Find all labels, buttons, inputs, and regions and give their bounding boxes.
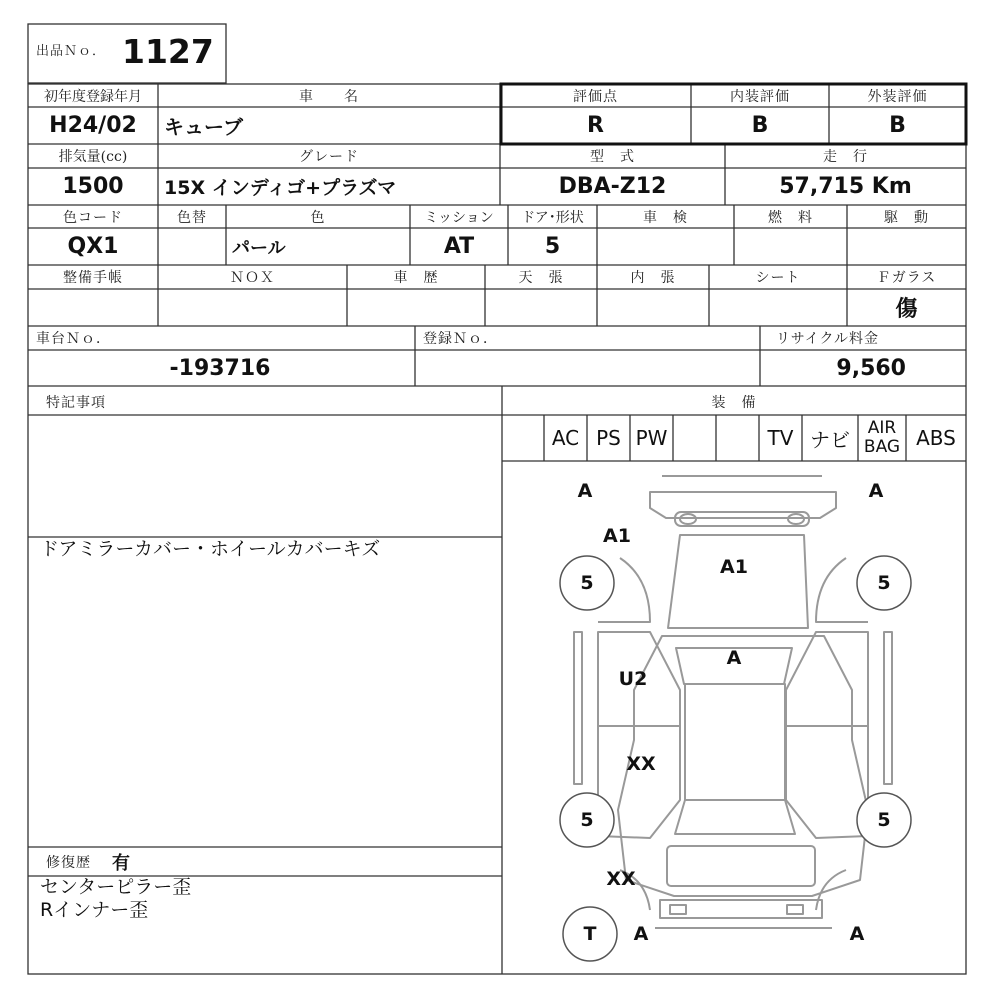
recycle-fee-label: リサイクル料金: [776, 331, 880, 347]
equipment-item-navi: ナビ: [810, 427, 850, 452]
grade-value: 15X インディゴ+プラズマ: [164, 177, 397, 199]
mark-front-left-corner: A: [577, 480, 593, 502]
displacement-value: 1500: [62, 174, 124, 199]
exterior-grade-value: B: [889, 113, 906, 138]
notes-label: 特記事項: [46, 395, 106, 411]
mark-windshield: A: [726, 647, 742, 669]
inspection-value: [597, 228, 734, 265]
car-name-label: 車 名: [299, 88, 359, 105]
recycle-fee-value: 9,560: [836, 355, 906, 381]
equipment-item-pw: PW: [635, 426, 668, 450]
color-value: パール: [232, 237, 286, 259]
repair-history-value: 有: [112, 853, 130, 874]
mileage-value: 57,715 Km: [779, 174, 912, 199]
displacement-label: 排気量(cc): [58, 149, 128, 165]
inspection-label: 車 検: [643, 209, 688, 226]
fuel-label: 燃 料: [768, 209, 813, 226]
grade-label: グレード: [299, 149, 359, 165]
drive-value: [847, 228, 966, 265]
mark-rear-right-corner: A: [849, 923, 865, 945]
repair-line-2: Rインナー歪: [40, 899, 149, 921]
mark-bumper-left: A1: [603, 525, 631, 547]
front-glass-label: Ｆガラス: [876, 270, 937, 286]
model-value: DBA-Z12: [558, 174, 667, 199]
equipment-label: 装 備: [711, 395, 757, 411]
fuel-value: [734, 228, 847, 265]
mark-rear-left-quarter: XX: [606, 868, 636, 890]
mark-hood: A1: [720, 556, 748, 578]
mark-rear-left-corner: A: [633, 923, 649, 945]
car-history-label: 車 歴: [393, 270, 439, 286]
mark-left-rear-door: XX: [626, 753, 656, 775]
interior-grade-value: B: [751, 113, 769, 138]
color-code-label: 色コード: [63, 209, 123, 226]
equipment-item-abs: ABS: [916, 426, 956, 450]
equipment-item-tv: TV: [767, 426, 794, 450]
interior-grade-label: 内装評価: [730, 88, 790, 105]
mark-rear-left-wheel: 5: [580, 809, 594, 831]
reg-date-value: H24/02: [49, 113, 137, 138]
repair-history-label: 修復歴: [46, 855, 91, 871]
maintenance-book-label: 整備手帳: [63, 270, 123, 286]
car-name-value: キューブ: [164, 115, 243, 139]
front-glass-value: 傷: [895, 296, 918, 322]
roof-lining-label: 天 張: [518, 270, 564, 286]
equipment-item-ac: AC: [551, 426, 580, 450]
mileage-label: 走 行: [823, 149, 868, 165]
mark-left-front-door: U2: [618, 668, 648, 690]
mission-value: AT: [443, 234, 475, 259]
nox-label: ＮＯＸ: [230, 270, 275, 286]
door-value: 5: [544, 234, 561, 259]
notes-text: ドアミラーカバー・ホイールカバーキズ: [40, 538, 381, 560]
equipment-item-airbag: AIR BAG: [863, 418, 901, 457]
equipment-item-blank-1: [502, 415, 544, 461]
mark-front-right-wheel: 5: [877, 572, 891, 594]
lot-label: 出品Ｎｏ．: [36, 43, 107, 59]
door-label: ドア･形状: [521, 209, 584, 226]
exterior-grade-label: 外装評価: [867, 88, 928, 105]
seat-label: シート: [755, 270, 801, 286]
equipment-item-blank-3: [716, 415, 759, 461]
score-label: 評価点: [573, 88, 618, 105]
repair-line-1: センターピラー歪: [40, 876, 192, 898]
reg-date-label: 初年度登録年月: [44, 88, 142, 105]
mark-front-right-corner: A: [868, 480, 884, 502]
drive-label: 駆 動: [884, 209, 929, 226]
color-label: 色: [310, 209, 326, 226]
mark-front-left-wheel: 5: [580, 572, 594, 594]
registration-no-value: [415, 350, 760, 386]
equipment-item-blank-2: [673, 415, 716, 461]
equipment-item-ps: PS: [596, 426, 621, 450]
color-change-value: [158, 228, 226, 265]
score-value: R: [587, 113, 604, 138]
registration-no-label: 登録Ｎｏ．: [423, 331, 498, 347]
color-code-value: QX1: [67, 234, 119, 259]
chassis-no-value: -193716: [169, 355, 271, 381]
mark-spare-tire: T: [583, 923, 597, 945]
color-change-label: 色替: [177, 209, 207, 226]
interior-lining-label: 内 張: [630, 270, 676, 286]
chassis-no-label: 車台Ｎｏ．: [36, 331, 111, 347]
mark-rear-right-wheel: 5: [877, 809, 891, 831]
lot-number: 1127: [122, 31, 214, 71]
model-label: 型 式: [590, 149, 635, 165]
mission-label: ミッション: [424, 209, 494, 226]
